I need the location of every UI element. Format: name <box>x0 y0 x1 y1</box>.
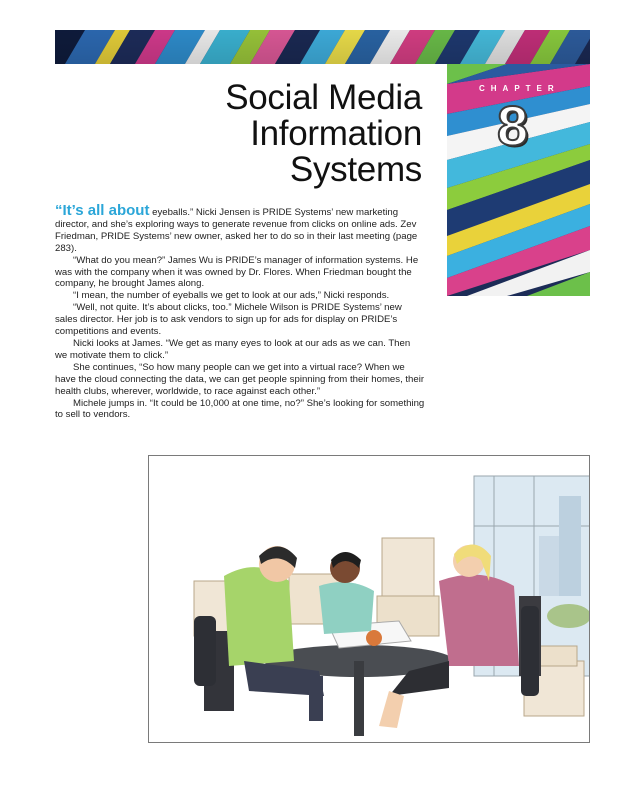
paragraph-1-rest: eyeballs.” Nicki Jensen is PRIDE Systems’ new marketing director, and she’s exploring ways to generate revenue from clicks on online ads. Zev Friedman, PRIDE Systems’ new owner, asked her to do so in their last meeting (page 283). <box>55 207 418 254</box>
title-line-3: Systems <box>289 150 422 189</box>
paragraph-7: Michele jumps in. “It could be 10,000 at one time, no?” She’s looking for something to sell to vendors. <box>55 397 425 421</box>
page-title <box>150 80 422 188</box>
paragraph-1 <box>55 202 425 255</box>
meeting-illustration <box>148 455 590 743</box>
chapter-label: CHAPTER <box>479 84 560 93</box>
lead-in: “It’s all about <box>55 202 150 219</box>
paragraph-5: Nicki looks at James. “We get as many eyes to look at our ads as we can. Then we motivate them to click.” <box>55 337 411 361</box>
title-line-1: Social Media <box>225 78 422 117</box>
paragraph-2: “What do you mean?” James Wu is PRIDE’s manager of information systems. He was with the company when it was owned by Dr. Flores. When Friedman bought the company, he brought James along. <box>55 254 419 290</box>
paragraph-3: “I mean, the number of eyeballs we get to look at our ads,” Nicki responds. <box>73 290 390 302</box>
chapter-number: 8 <box>497 94 529 157</box>
paragraph-4: “Well, not quite. It’s about clicks, too.” Michele Wilson is PRIDE Systems’ new sales director. Her job is to ask vendors to sign up for ads for display on PRIDE’s competitions and events. <box>55 302 402 338</box>
paragraph-6: She continues, “So how many people can we get into a virtual race? When we have the cloud connecting the data, we can get people spinning from their homes, their health clubs, wherever, worldwide, to race against each other.” <box>55 361 425 397</box>
body-text <box>55 202 425 421</box>
decorative-banner <box>55 30 590 64</box>
title-line-2: Information <box>250 114 422 153</box>
